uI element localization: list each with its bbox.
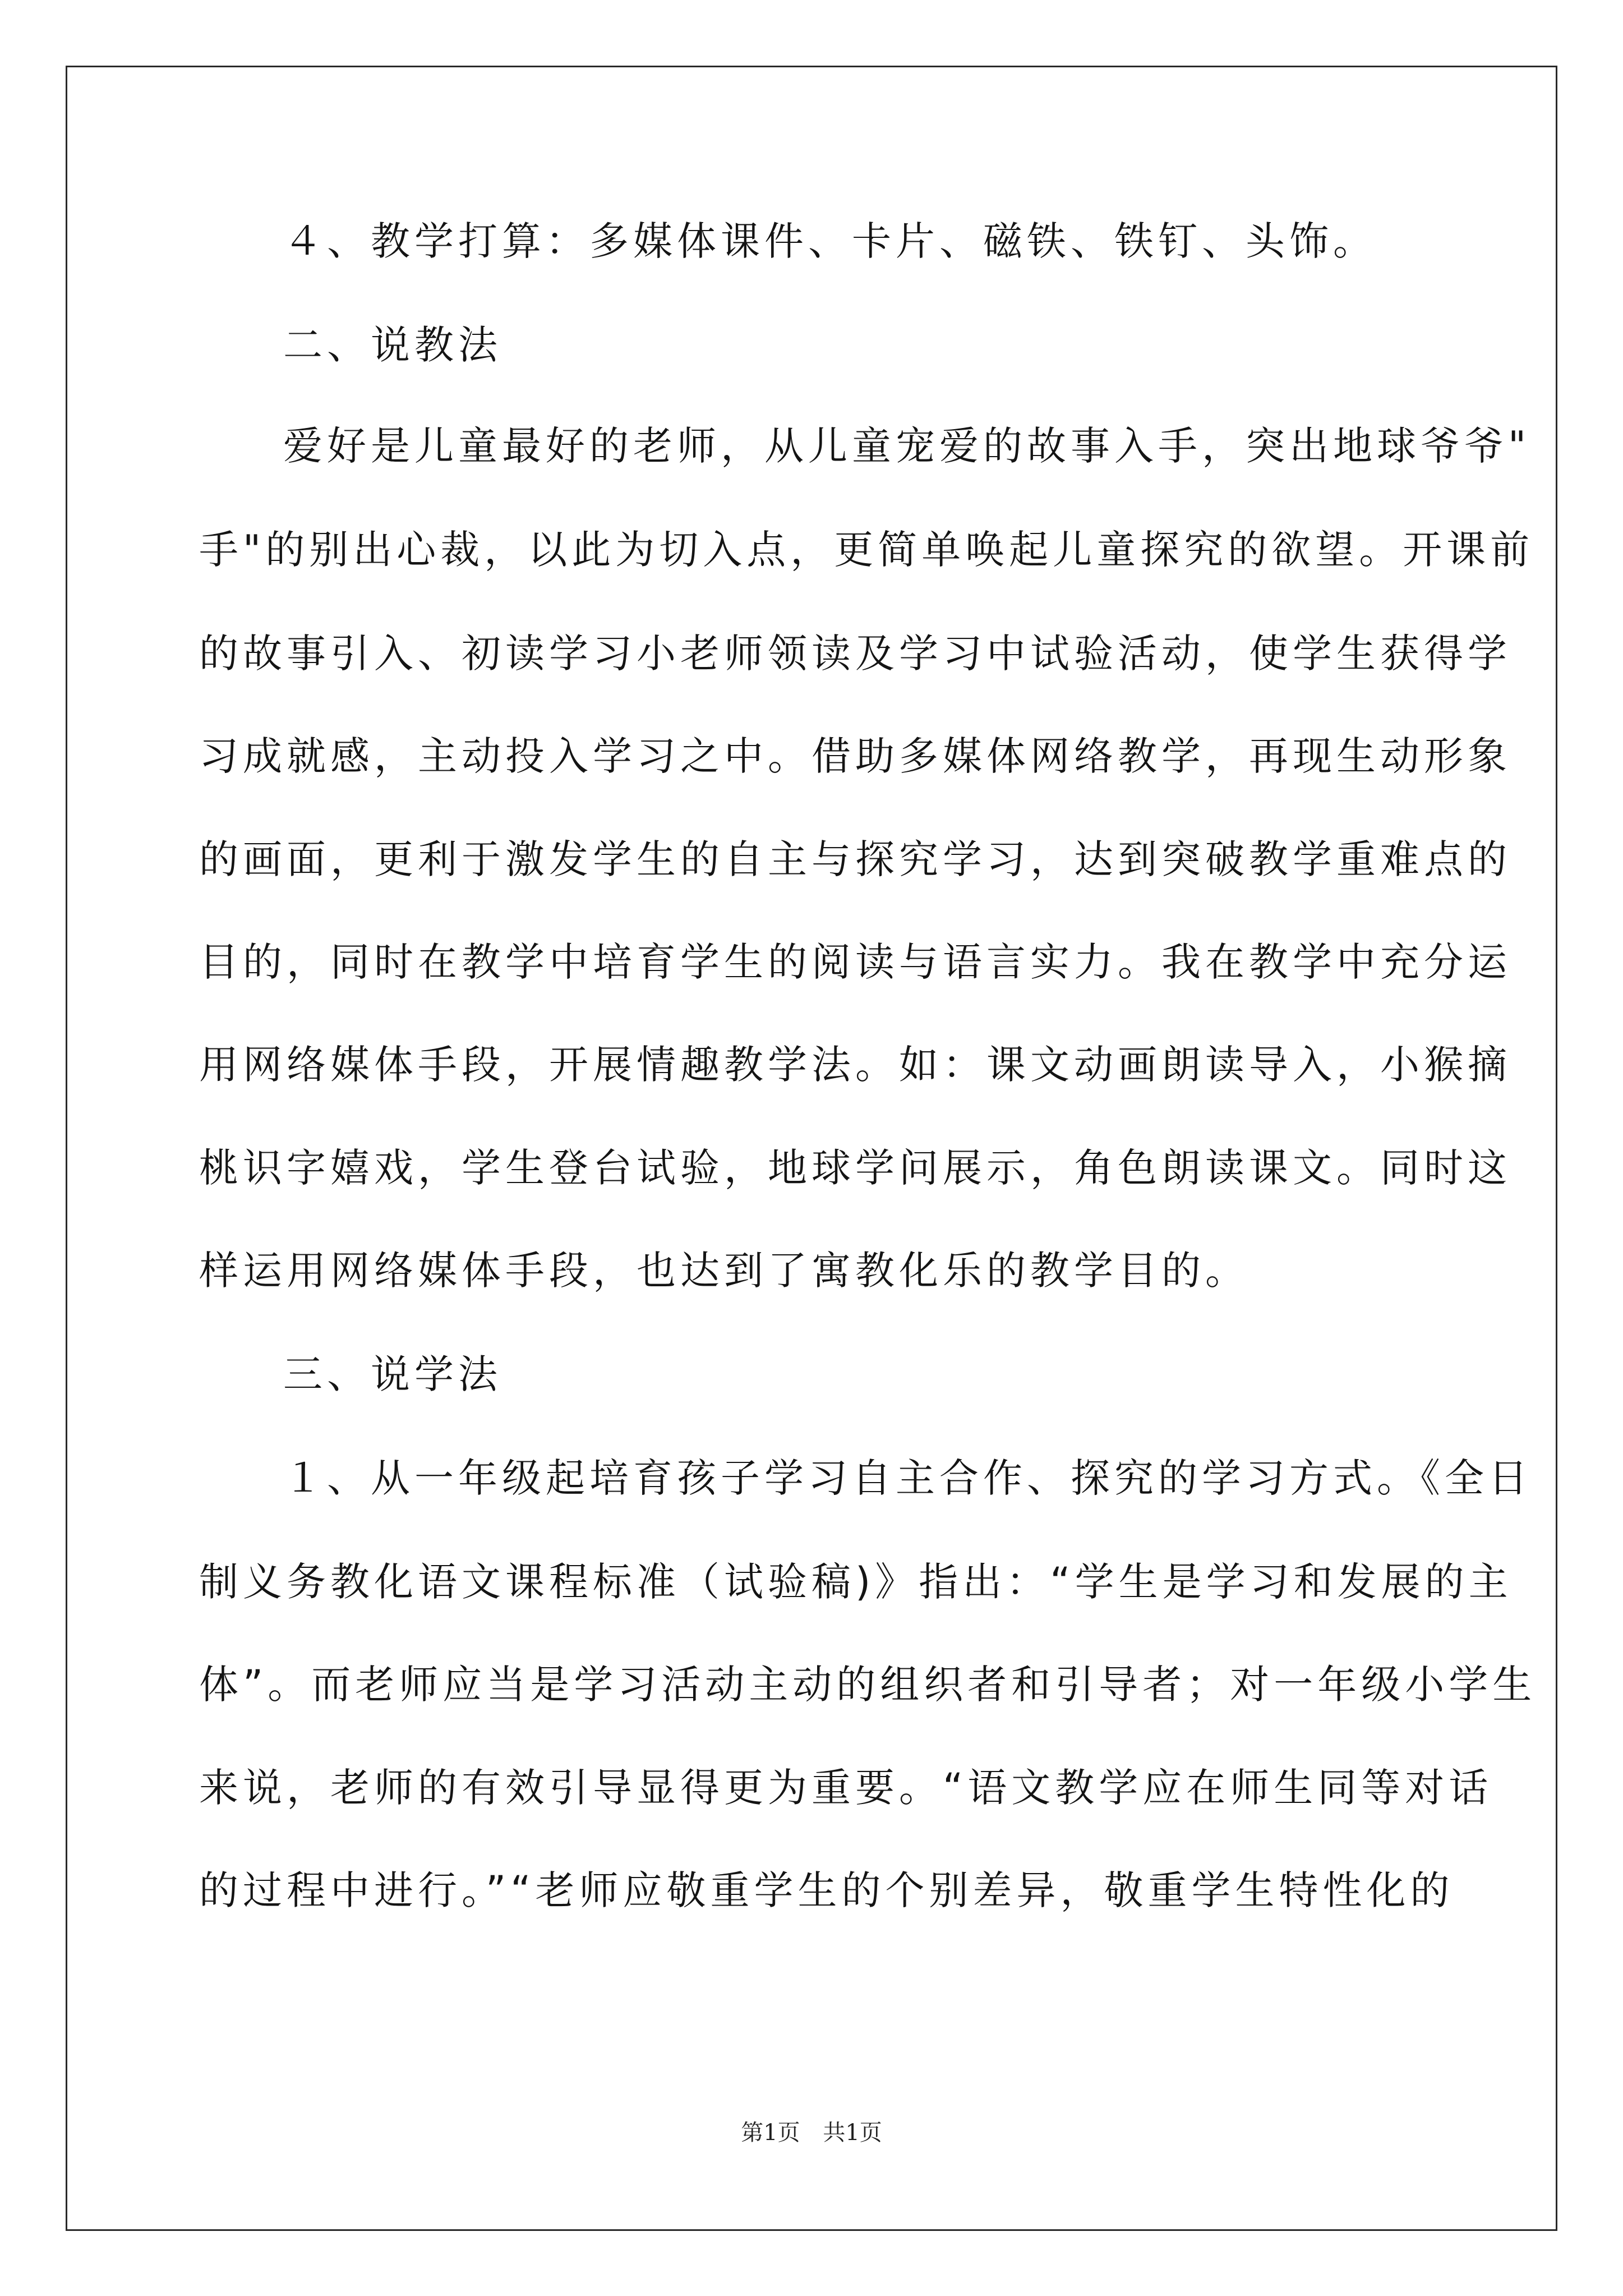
section-heading-teaching-method: 二、说教法	[283, 322, 502, 368]
page-number-total: 共1页	[823, 2120, 882, 2146]
paragraph-line: 来说，老师的有效引导显得更为重要。“语文教学应在师生同等对话	[199, 1765, 1493, 1811]
section-heading-learning-method: 三、说学法	[283, 1351, 502, 1397]
paragraph-line: 手"的别出心裁，以此为切入点，更简单唤起儿童探究的欲望。开课前	[199, 527, 1534, 573]
paragraph-line: 制义务教化语文课程标准（试验稿)》指出：“学生是学习和发展的主	[199, 1559, 1513, 1605]
paragraph-teaching-prep: ４、教学打算：多媒体课件、卡片、磁铁、铁钉、头饰。	[283, 218, 1377, 264]
paragraph-line: 用网络媒体手段，开展情趣教学法。如：课文动画朗读导入，小猴摘	[199, 1042, 1511, 1088]
paragraph-line: 样运用网络媒体手段，也达到了寓教化乐的教学目的。	[199, 1248, 1249, 1294]
page-footer	[0, 2115, 1623, 2147]
paragraph-line: 爱好是儿童最好的老师，从儿童宠爱的故事入手，突出地球爷爷"	[283, 423, 1531, 469]
paragraph-line: 目的，同时在教学中培育学生的阅读与语言实力。我在教学中充分运	[199, 939, 1511, 985]
paragraph-line: 的故事引入、初读学习小老师领读及学习中试验活动，使学生获得学	[199, 631, 1511, 677]
page-number-current: 第1页	[741, 2120, 800, 2146]
paragraph-line: 的过程中进行。”“老师应敬重学生的个别差异，敬重学生特性化的	[199, 1867, 1454, 1913]
paragraph-line: 桃识字嬉戏，学生登台试验，地球学问展示，角色朗读课文。同时这	[199, 1145, 1511, 1191]
paragraph-line: 体”。而老师应当是学习活动主动的组织者和引导者；对一年级小学生	[199, 1662, 1537, 1708]
paragraph-line: 习成就感，主动投入学习之中。借助多媒体网络教学，再现生动形象	[199, 733, 1511, 779]
paragraph-line: １、从一年级起培育孩子学习自主合作、探究的学习方式。《全日	[283, 1455, 1532, 1501]
paragraph-line: 的画面，更利于激发学生的自主与探究学习，达到突破教学重难点的	[199, 836, 1511, 882]
